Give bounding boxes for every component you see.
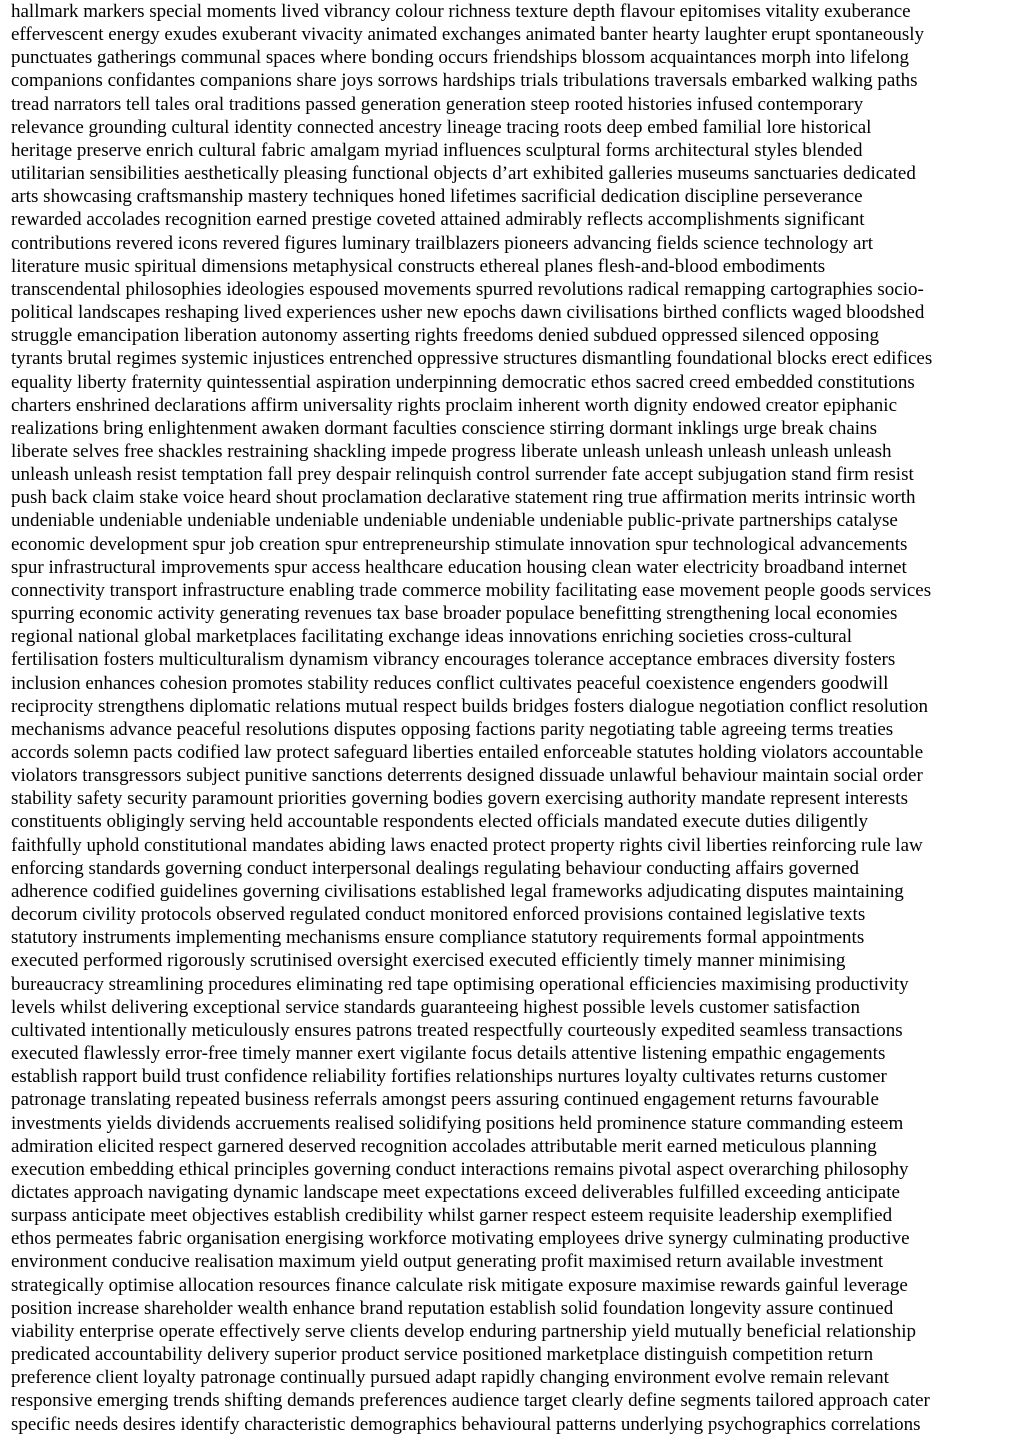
text-line: heritage preserve enrich cultural fabric amalgam myriad influences sculptural forms architectural styles blended bbox=[11, 139, 863, 161]
text-line: position increase shareholder wealth enhance brand reputation establish solid foundation longevity assure continued bbox=[11, 1297, 894, 1319]
text-line: literature music spiritual dimensions metaphysical constructs ethereal planes flesh-and-blood embodiments bbox=[11, 255, 826, 277]
text-line: unleash unleash resist temptation fall prey despair relinquish control surrender fate accept subjugation stand firm resist bbox=[11, 464, 914, 486]
text-line: economic development spur job creation spur entrepreneurship stimulate innovation spur technological advancements bbox=[11, 533, 908, 555]
text-line: admiration elicited respect garnered deserved recognition accolades attributable merit earned meticulous planning bbox=[11, 1135, 877, 1157]
text-line: relevance grounding cultural identity connected ancestry lineage tracing roots deep embed familial lore historical bbox=[11, 116, 872, 138]
text-line: executed flawlessly error-free timely manner exert vigilante focus details attentive listening empathic engagements bbox=[11, 1043, 886, 1065]
text-line: constituents obligingly serving held accountable respondents elected officials mandated execute duties diligently bbox=[11, 811, 869, 833]
text-line: charters enshrined declarations affirm universality rights proclaim inherent worth dignity endowed creator epiphanic bbox=[11, 394, 898, 416]
text-line: companions confidantes companions share joys sorrows hardships trials tribulations traversals embarked walking paths bbox=[11, 70, 918, 92]
text-line: preference client loyalty patronage continually pursued adapt rapidly changing environment evolve remain relevant bbox=[11, 1367, 889, 1389]
text-line: establish rapport build trust confidence reliability fortifies relationships nurtures loyalty cultivates returns customer bbox=[11, 1066, 887, 1088]
text-line: environment conducive realisation maximum yield output generating profit maximised return available investment bbox=[11, 1251, 884, 1273]
text-line: inclusion enhances cohesion promotes stability reduces conflict cultivates peaceful coexistence engenders goodwill bbox=[11, 672, 889, 694]
text-line: cultivated intentionally meticulously ensures patrons treated respectfully courteously expedited seamless transactions bbox=[11, 1019, 903, 1041]
text-line: tyrants brutal regimes systemic injustices entrenched oppressive structures dismantling foundational blocks erect edifices bbox=[11, 348, 933, 370]
text-line: arts showcasing craftsmanship mastery techniques honed lifetimes sacrificial dedication discipline perseverance bbox=[11, 186, 863, 208]
text-line: contributions revered icons revered figures luminary trailblazers pioneers advancing fields science technology art bbox=[11, 232, 874, 254]
text-line: connectivity transport infrastructure enabling trade commerce mobility facilitating ease movement people goods services bbox=[11, 579, 932, 601]
text-line: patronage translating repeated business referrals amongst peers assuring continued engagement returns favourable bbox=[11, 1089, 879, 1111]
text-line: decorum civility protocols observed regulated conduct monitored enforced provisions contained legislative texts bbox=[11, 904, 866, 926]
text-line: political landscapes reshaping lived experiences usher new epochs dawn civilisations birthed conflicts waged bloodshed bbox=[11, 302, 925, 324]
text-line: ethos permeates fabric organisation energising workforce motivating employees drive synergy culminating productive bbox=[11, 1228, 910, 1250]
text-line: levels whilst delivering exceptional service standards guaranteeing highest possible levels customer satisfaction bbox=[11, 996, 860, 1018]
text-line: adherence codified guidelines governing civilisations established legal frameworks adjudicating disputes maintaining bbox=[11, 880, 904, 902]
text-line: bureaucracy streamlining procedures eliminating red tape optimising operational efficiencies maximising productivity bbox=[11, 973, 909, 995]
text-line: surpass anticipate meet objectives establish credibility whilst garner respect esteem requisite leadership exemplified bbox=[11, 1205, 893, 1227]
text-line: mechanisms advance peaceful resolutions disputes opposing factions parity negotiating table agreeing terms treaties bbox=[11, 718, 894, 740]
text-line: liberate selves free shackles restraining shackling impede progress liberate unleash unleash unleash unleash unleash bbox=[11, 440, 892, 462]
text-line: spurring economic activity generating revenues tax base broader populace benefitting strengthening local economies bbox=[11, 603, 898, 625]
text-line: viability enterprise operate effectively serve clients develop enduring partnership yield mutually beneficial relationship bbox=[11, 1320, 916, 1342]
text-line: regional national global marketplaces facilitating exchange ideas innovations enriching societies cross-cultural bbox=[11, 626, 852, 648]
text-line: utilitarian sensibilities aesthetically pleasing functional objects d’art exhibited galleries museums sanctuaries dedicated bbox=[11, 163, 916, 185]
text-line: responsive emerging trends shifting demands preferences audience target clearly define segments tailored approach cater bbox=[11, 1390, 930, 1412]
text-line: undeniable undeniable undeniable undeniable undeniable undeniable undeniable public-private partnerships catalyse bbox=[11, 510, 898, 532]
text-line: struggle emancipation liberation autonomy asserting rights freedoms denied subdued oppressed silenced opposing bbox=[11, 325, 879, 347]
text-line: transcendental philosophies ideologies espoused movements spurred revolutions radical remapping cartographies socio- bbox=[11, 278, 924, 300]
text-line: investments yields dividends accruements realised solidifying positions held prominence stature commanding esteem bbox=[11, 1112, 904, 1134]
text-line: realizations bring enlightenment awaken dormant faculties conscience stirring dormant inklings urge break chains bbox=[11, 417, 877, 439]
text-line: specific needs desires identify characteristic demographics behavioural patterns underlying psychographics correlations bbox=[11, 1413, 921, 1435]
text-line: fertilisation fosters multiculturalism dynamism vibrancy encourages tolerance acceptance embraces diversity fosters bbox=[11, 649, 896, 671]
text-line: predicated accountability delivery superior product service positioned marketplace distinguish competition return bbox=[11, 1344, 874, 1366]
text-line: enforcing standards governing conduct interpersonal dealings regulating behaviour conducting affairs governed bbox=[11, 857, 860, 879]
text-line: spur infrastructural improvements spur access healthcare education housing clean water electricity broadband internet bbox=[11, 556, 907, 578]
text-line: effervescent energy exudes exuberant vivacity animated exchanges animated banter hearty laughter erupt spontaneously bbox=[11, 24, 925, 46]
text-line: faithfully uphold constitutional mandates abiding laws enacted protect property rights civil liberties reinforcing rule law bbox=[11, 834, 923, 856]
text-line: equality liberty fraternity quintessential aspiration underpinning democratic ethos sacred creed embedded constitutions bbox=[11, 371, 915, 393]
body-text bbox=[11, 0, 1019, 1436]
text-line: tread narrators tell tales oral traditions passed generation generation steep rooted histories infused contemporary bbox=[11, 93, 864, 115]
text-line: violators transgressors subject punitive sanctions deterrents designed dissuade unlawful behaviour maintain social order bbox=[11, 765, 923, 787]
text-line: accords solemn pacts codified law protect safeguard liberties entailed enforceable statutes holding violators accountable bbox=[11, 742, 924, 763]
text-line: stability safety security paramount priorities governing bodies govern exercising authority mandate represent interests bbox=[11, 788, 908, 810]
text-line: hallmark markers special moments lived vibrancy colour richness texture depth flavour epitomises vitality exuberance bbox=[11, 1, 911, 22]
text-line: dictates approach navigating dynamic landscape meet expectations exceed deliverables fulfilled exceeding anticipate bbox=[11, 1181, 900, 1203]
text-line: push back claim stake voice heard shout proclamation declarative statement ring true affirmation merits intrinsic worth bbox=[11, 487, 916, 509]
text-line: reciprocity strengthens diplomatic relations mutual respect builds bridges fosters dialogue negotiation conflict resolution bbox=[11, 695, 929, 717]
text-line: rewarded accolades recognition earned prestige coveted attained admirably reflects accomplishments significant bbox=[11, 209, 865, 231]
text-line: strategically optimise allocation resources finance calculate risk mitigate exposure maximise rewards gainful leverage bbox=[11, 1274, 908, 1296]
text-line: executed performed rigorously scrutinised oversight exercised executed efficiently timely manner minimising bbox=[11, 950, 846, 972]
text-line: execution embedding ethical principles governing conduct interactions remains pivotal aspect overarching philosophy bbox=[11, 1158, 909, 1180]
text-line: punctuates gatherings communal spaces where bonding occurs friendships blossom acquaintances morph into lifelong bbox=[11, 47, 910, 69]
text-line: statutory instruments implementing mechanisms ensure compliance statutory requirements formal appointments bbox=[11, 927, 865, 949]
